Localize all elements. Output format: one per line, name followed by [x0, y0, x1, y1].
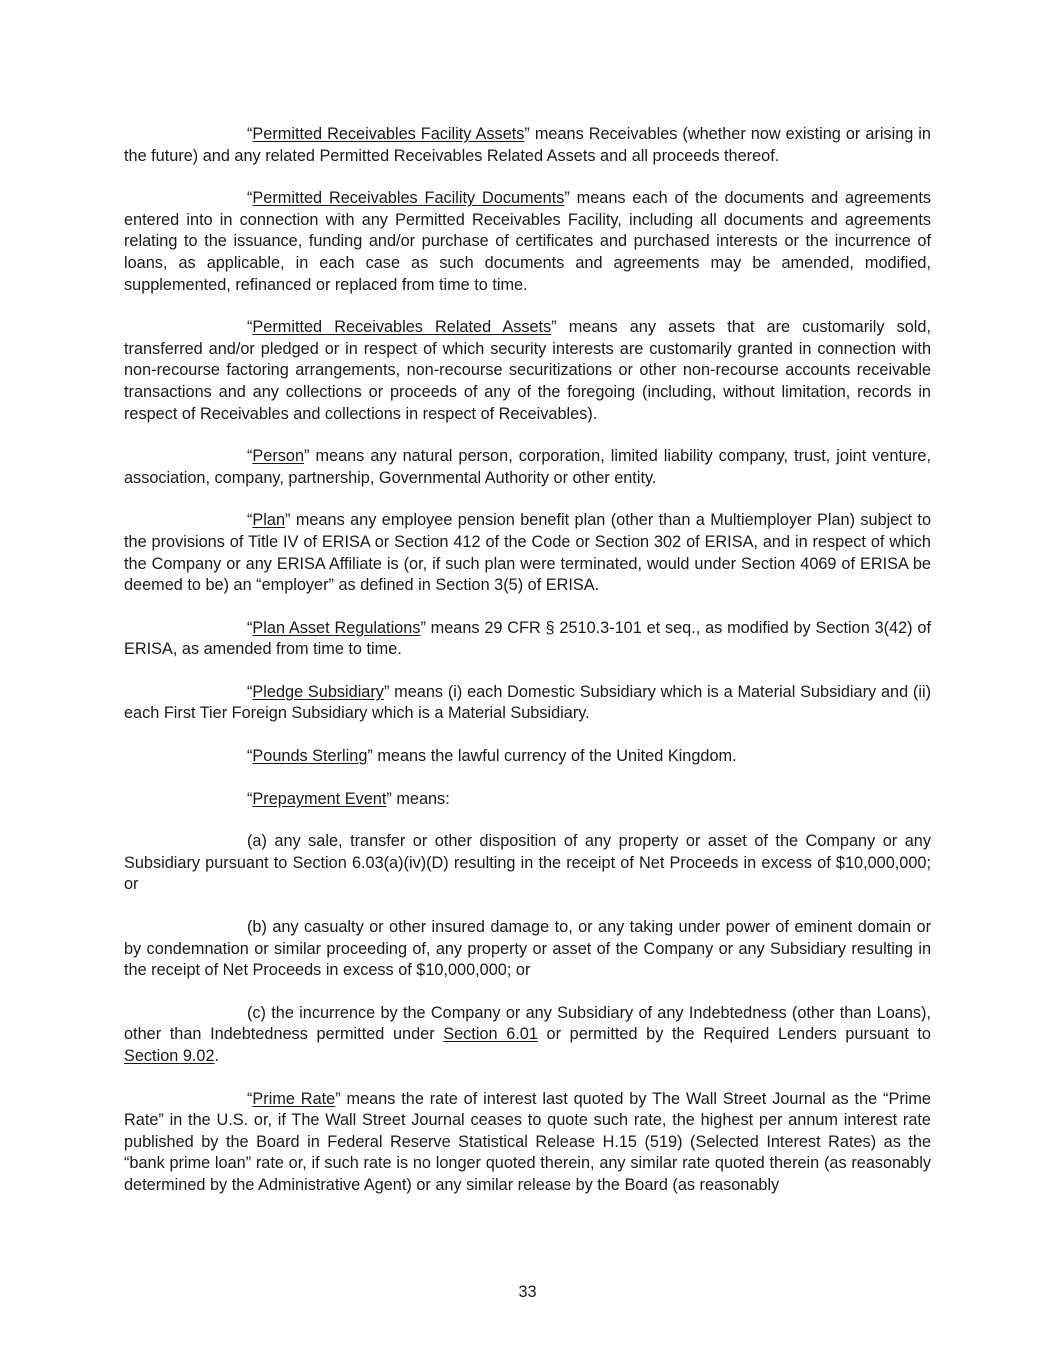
defined-term: Person — [252, 447, 305, 466]
definition-prepayment-event: “Prepayment Event” means: — [247, 789, 450, 808]
defined-term: Plan Asset Regulations — [252, 618, 421, 637]
defined-term: Pounds Sterling — [252, 747, 368, 766]
defined-term: Prepayment Event — [252, 789, 387, 808]
definition-permitted-receivables-facility-assets: “Permitted Receivables Facility Assets” means Receivables (whether now existing or arising in the future) and any related Permitted Receivables Related Assets and all proceeds thereof. — [124, 125, 931, 165]
definition-permitted-receivables-facility-documents: “Permitted Receivables Facility Documents” means each of the documents and agreements entered into in connection with any Permitted Receivables Facility, including all documents and agreements relating to the issuance, funding and/or purchase of certificates and purchased interests or the incurrence of loans, as applicable, in each case as such documents and agreements may be amended, modified, supplemented, refinanced or replaced from time to time. — [124, 189, 931, 294]
defined-term: Permitted Receivables Facility Assets — [252, 125, 525, 143]
definition-pledge-subsidiary: “Pledge Subsidiary” means (i) each Domestic Subsidiary which is a Material Subsidiary and (ii) each First Tier Foreign Subsidiary which is a Material Subsidiary. — [124, 682, 931, 723]
definition-plan-asset-regulations: “Plan Asset Regulations” means 29 CFR § 2510.3-101 et seq., as modified by Section 3(42) of ERISA, as amended from time to time. — [124, 618, 931, 659]
definition-person: “Person” means any natural person, corporation, limited liability company, trust, joint venture, association, company, partnership, Governmental Authority or other entity. — [124, 447, 931, 487]
defined-term: Permitted Receivables Facility Documents — [252, 189, 565, 208]
section-reference-6-01: Section 6.01 — [443, 1025, 538, 1044]
clause-a: (a) any sale, transfer or other disposition of any property or asset of the Company or any Subsidiary pursuant to Section 6.03(a)(iv)(D) resulting in the receipt of Net Proceeds in excess of $10,000,000; or — [124, 832, 931, 894]
definition-prime-rate: “Prime Rate” means the rate of interest last quoted by The Wall Street Journal as the “Prime Rate” in the U.S. or, if The Wall Street Journal ceases to quote such rate, the highest per annum interest rate published by the Board in Federal Reserve Statistical Release H.15 (519) (Selected Interest Rates) as the “bank prime loan” rate or, if such rate is no longer quoted therein, any similar rate quoted therein (as reasonably determined by the Administrative Agent) or any similar release by the Board (as reasonably — [124, 1089, 931, 1194]
definition-pounds-sterling: “Pounds Sterling” means the lawful currency of the United Kingdom. — [247, 747, 737, 766]
defined-term: Plan — [252, 511, 286, 530]
section-reference-9-02: Section 9.02 — [124, 1047, 215, 1065]
clause-c: (c) the incurrence by the Company or any Subsidiary of any Indebtedness (other than Loans), other than Indebtedness permitted under Section 6.01 or permitted by the Required Lenders pursuant to Section 9.02. — [124, 1003, 931, 1065]
page-number: 33 — [518, 1283, 537, 1301]
clause-b: (b) any casualty or other insured damage to, or any taking under power of eminent domain or by condemnation or similar proceeding of, any property or asset of the Company or any Subsidiary resulting in the receipt of Net Proceeds in excess of $10,000,000; or — [124, 918, 931, 980]
defined-term: Permitted Receivables Related Assets — [252, 318, 552, 337]
page-body — [124, 124, 931, 1218]
definition-permitted-receivables-related-assets: “Permitted Receivables Related Assets” means any assets that are customarily sold, transferred and/or pledged or in respect of which security interests are customarily granted in connection with non-recourse factoring arrangements, non-recourse securitizations or other non-recourse accounts receivable transactions and any collections or proceeds of any of the foregoing (including, without limitation, records in respect of Receivables and collections in respect of Receivables). — [124, 318, 931, 423]
definition-plan: “Plan” means any employee pension benefit plan (other than a Multiemployer Plan) subject to the provisions of Title IV of ERISA or Section 412 of the Code or Section 302 of ERISA, and in respect of which the Company or any ERISA Affiliate is (or, if such plan were terminated, would under Section 4069 of ERISA be deemed to be) an “employer” as defined in Section 3(5) of ERISA. — [124, 511, 931, 595]
defined-term: Prime Rate — [252, 1089, 336, 1108]
defined-term: Pledge Subsidiary — [252, 682, 384, 701]
